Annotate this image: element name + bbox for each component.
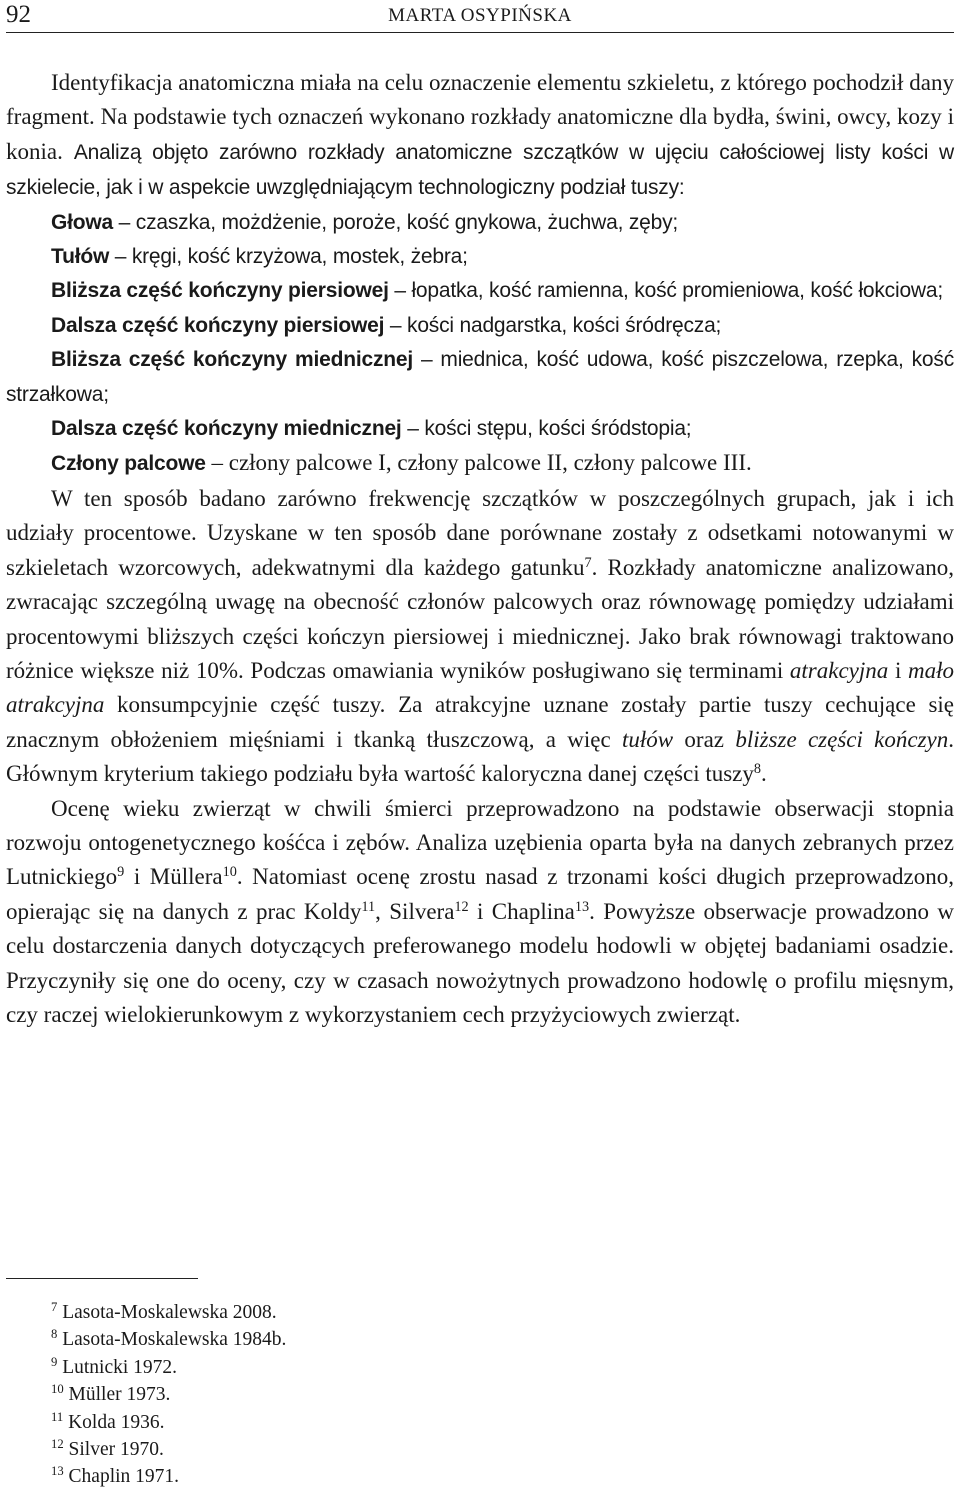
category-desc: łopatka, kość ramienna, kość promieniowa, kość łokciowa; [411,279,944,303]
footnote-text: Chaplin 1971. [63,1466,180,1488]
footnote-8 [51,1326,286,1353]
category-separator: – [401,417,425,441]
text-run: . Rozkłady anatomiczne analizowano, zwracając szczególną uwagę na obecność członów palcowych oraz równowagę pomiędzy udziałami procentowymi bliższych części kończyn piersiowej i miednicznej. Jako brak równowagi traktowano różnice większe niż 10%. Podczas omawiania wyników posługiwano się terminami [6,554,954,683]
text-run: Ocenę wieku zwierząt w chwili śmierci przeprowadzono na podstawie obserwacji stopnia rozwoju ontogenetycznego kośćca i zębów. Analiza uzębienia oparta była na danych zebranych przez Lutnickiego [6,795,954,890]
paragraph-1 [6,66,954,206]
category-separator: – [205,450,229,476]
category-separator: – [413,348,441,372]
p1-sentence-2: Analizą objęto zarówno rozkłady anatomiczne szczątków w ujęciu całościowej listy kości w szkielecie, jak i w aspekcie uwzględniającym technologiczny podział tuszy: [6,140,954,200]
footnote-number: 12 [51,1437,64,1452]
footnote-ref[interactable]: 9 [117,864,125,881]
italic-term: atrakcyjna [789,657,889,683]
category-separator: – [113,210,136,234]
category-proximal-forelimb [6,274,954,308]
footnote-number: 9 [51,1354,58,1369]
footnote-text: Lasota-Moskalewska 2008. [57,1302,277,1323]
footnote-12 [51,1436,286,1463]
footnote-number: 7 [51,1300,58,1314]
footnote-9 [51,1354,286,1381]
category-proximal-hindlimb [6,343,954,412]
p1-sentence-1: Identyfikacja anatomiczna miała na celu oznaczenie elementu szkieletu, z którego pochodził dany fragment. Na podstawie tych oznaczeń wykonano rozkłady anatomiczne dla bydła, świni, owcy, kozy i konia. [6,70,954,164]
running-head: MARTA OSYPIŃSKA [388,5,572,26]
category-distal-hindlimb [6,412,954,446]
text-run: i [888,657,908,683]
category-term: Głowa [51,210,114,234]
footnote-ref[interactable]: 12 [454,898,469,915]
footnote-number: 10 [51,1382,64,1397]
category-separator: – [384,313,408,337]
footnote-ref[interactable]: 10 [222,864,237,881]
text-run: . Natomiast ocenę zrostu nasad z trzonami kości długich przeprowadzono, opierając się na danych z prac Koldy [6,864,954,924]
paragraph-3 [6,792,954,1033]
footnote-text: Kolda 1936. [63,1411,165,1433]
text-run: konsumpcyjnie część tuszy. Za atrakcyjne uznane zostały partie tuszy cechujące się znacznym obłożeniem mięśniami i tkanką tłuszczową, a więc [6,692,954,752]
footnote-text: Lasota-Moskalewska 1984b. [57,1329,287,1351]
footnote-7 [51,1299,286,1326]
text-run: i Chaplina [468,898,575,924]
footnote-11 [51,1409,286,1436]
category-separator: – [388,279,412,303]
category-head [6,206,954,240]
footnote-10 [51,1381,286,1408]
category-desc: miednica, kość udowa, kość piszczelowa, rzepka, kość strzałkowa; [6,348,955,406]
text-run: oraz [673,726,736,752]
category-term: Bliższa część kończyny piersiowej [51,279,389,303]
footnotes [51,1299,286,1491]
text-run: . [761,761,767,787]
footnote-ref[interactable]: 7 [584,554,592,571]
category-desc: człony palcowe I, człony palcowe II, człony palcowe III. [228,450,752,476]
category-desc: kości nadgarstka, kości śródręcza; [407,313,722,337]
category-trunk [6,240,954,274]
category-distal-forelimb [6,309,954,343]
page-number: 92 [6,1,31,28]
category-desc: czaszka, możdżenie, poroże, kość gnykowa, żuchwa, zęby; [135,210,679,234]
category-term: Dalsza część kończyny piersiowej [51,313,385,337]
body-text [6,66,954,1032]
footnote-text: Silver 1970. [63,1439,164,1461]
footnote-number: 11 [51,1409,64,1424]
page-header [6,0,954,33]
category-desc: kości stępu, kości śródstopia; [424,417,692,441]
paragraph-2 [6,482,954,792]
category-separator: – [109,245,132,269]
category-term: Dalsza część kończyny miednicznej [51,417,402,441]
footnote-number: 8 [51,1327,58,1342]
footnote-divider [6,1278,198,1279]
italic-term: mało atrakcyjna [6,657,954,718]
footnote-text: Müller 1973. [63,1384,171,1406]
italic-term: tułów [622,726,674,752]
text-run: W ten sposób badano zarówno frekwencję szczątków w poszczególnych grupach, jak i ich udziały procentowe. Uzyskane w ten sposób dane porównane zostały z odsetkami notowanymi w szkieletach wzorcowych, adekwatnymi dla każdego gatunku [6,485,954,580]
footnote-text: Lutnicki 1972. [57,1356,178,1378]
footnote-ref[interactable]: 13 [574,898,590,915]
text-run: . Powyższe obserwacje prowadzono w celu dostarczenia danych dotyczących preferowanego modelu hodowli w objętej badaniami osadzie. Przyczyniły się one do oceny, czy w czasach nowożytnych prowadzono hodowlę o profilu mięsnym, czy raczej wielokierunkowym z wykorzystaniem cech przyżyciowych zwierząt. [6,898,954,1027]
footnote-ref[interactable]: 8 [753,761,762,778]
italic-term: bliższe części kończyn [735,726,949,752]
category-desc: kręgi, kość krzyżowa, mostek, żebra; [131,245,468,269]
footnote-13 [51,1463,286,1490]
text-run: . Głównym kryterium takiego podziału była wartość kaloryczna danej części tuszy [6,726,954,787]
footnote-ref[interactable]: 11 [361,898,376,915]
category-term: Bliższa część kończyny miednicznej [51,348,413,372]
footnote-number: 13 [51,1464,64,1479]
category-phalanges [6,446,954,481]
category-term: Człony palcowe [51,452,206,476]
category-term: Tułów [51,245,110,269]
text-run: , Silvera [375,898,455,924]
text-run: i Müllera [124,864,223,890]
